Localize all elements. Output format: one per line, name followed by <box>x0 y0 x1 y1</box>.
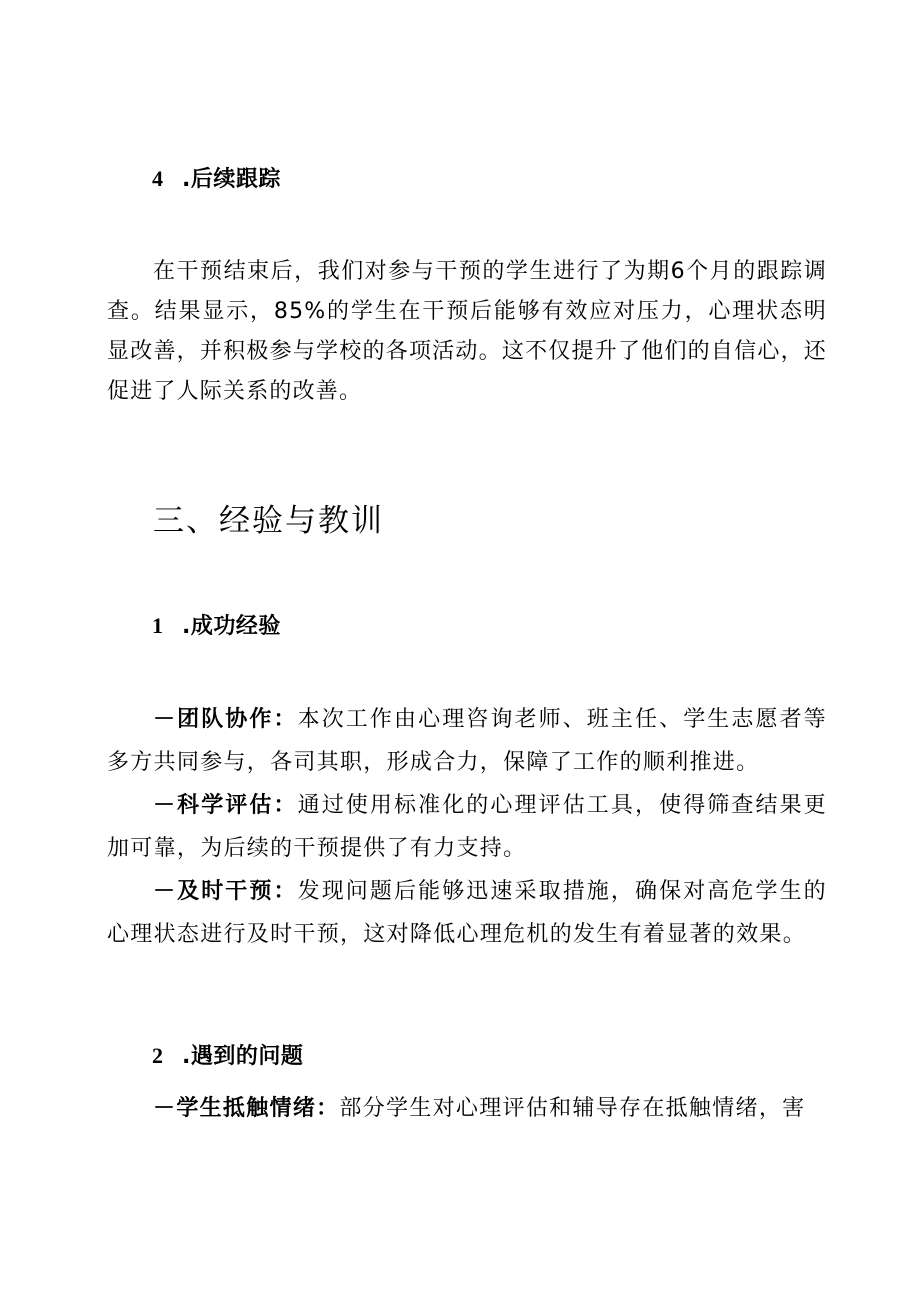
bullet-dash: － <box>153 1096 177 1121</box>
item-text: 部分学生对心理评估和辅导存在抵触情绪，害 <box>339 1096 806 1121</box>
bullet-dash: － <box>153 793 177 818</box>
item-text: 本次工作由心理咨询老师、班主任、学生志愿者等多方共同参与，各司其职，形成合力，保障了工作的顺利推进。 <box>107 707 827 775</box>
section-number: 1 <box>152 613 164 638</box>
item-term: 及时干预： <box>176 879 298 904</box>
section-number: 4 <box>152 166 164 191</box>
problems-list <box>107 1087 827 1130</box>
follow-up-paragraph: 在干预结束后，我们对参与干预的学生进行了为期6个月的跟踪调查。结果显示，85%的学生在干预后能够有效应对压力，心理状态明显改善，并积极参与学校的各项活动。这不仅提升了他们的自信心，还促进了人际关系的改善。 <box>107 259 827 404</box>
chapter-heading: 三、经验与教训 <box>153 503 384 539</box>
section-title: .遇到的问题 <box>182 1044 304 1069</box>
item-term: 科学评估： <box>176 793 298 818</box>
list-item <box>107 698 827 784</box>
follow-up-paragraph-block <box>107 252 827 412</box>
section-title: .后续跟踪 <box>182 167 281 192</box>
section-heading-problems <box>107 1043 827 1070</box>
section-number: 2 <box>152 1043 164 1068</box>
section-heading-success <box>107 613 827 640</box>
list-item <box>107 784 827 870</box>
bullet-dash: － <box>153 879 177 904</box>
item-text: 发现问题后能够迅速采取措施，确保对高危学生的心理状态进行及时干预，这对降低心理危机的发生有着显著的效果。 <box>107 879 827 947</box>
list-item <box>107 1087 827 1130</box>
list-item <box>107 870 827 956</box>
section-title: .成功经验 <box>182 614 281 639</box>
bullet-dash: － <box>153 707 177 732</box>
item-text: 通过使用标准化的心理评估工具，使得筛查结果更加可靠，为后续的干预提供了有力支持。 <box>107 793 827 861</box>
success-list <box>107 698 827 956</box>
item-term: 学生抵触情绪： <box>176 1096 340 1121</box>
section-heading-follow-up <box>107 166 827 193</box>
item-term: 团队协作： <box>176 707 298 732</box>
